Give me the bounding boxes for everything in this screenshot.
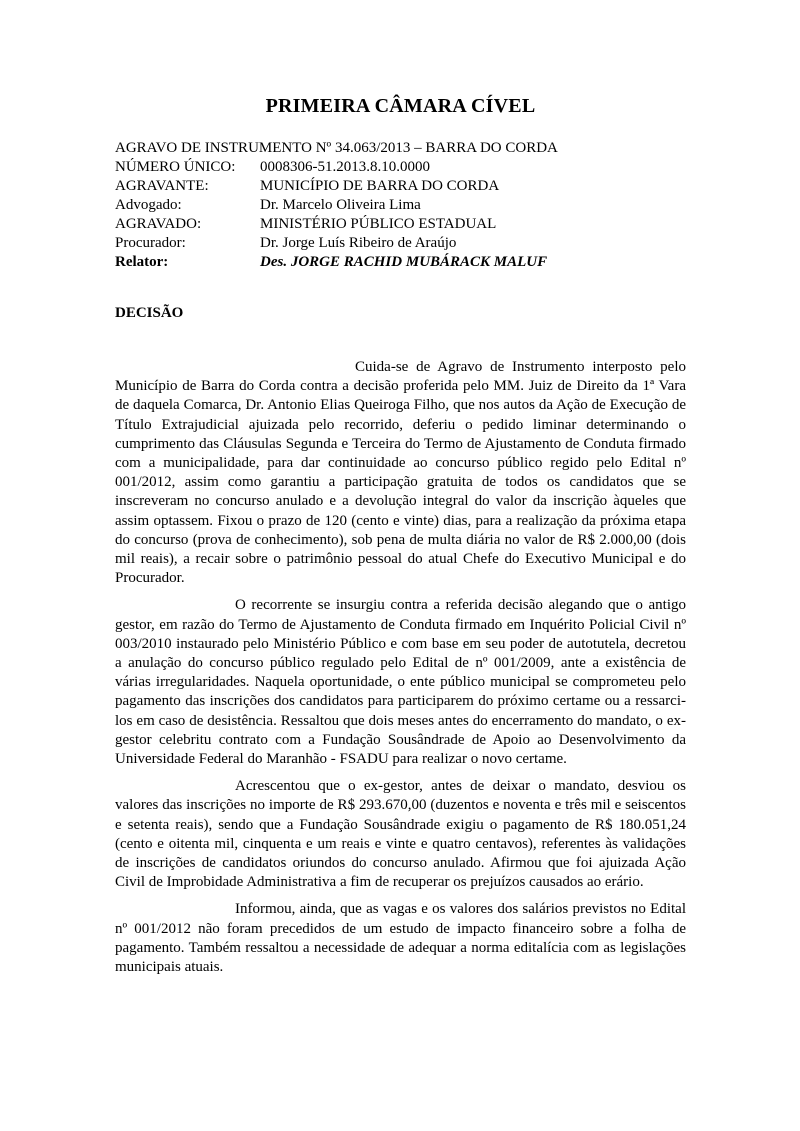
agravante-value: MUNICÍPIO DE BARRA DO CORDA <box>260 178 500 194</box>
numero-unico-value: 0008306-51.2013.8.10.0000 <box>260 159 430 175</box>
procurador-label: Procurador: <box>115 235 186 251</box>
agravado-label: AGRAVADO: <box>115 216 202 232</box>
paragraph: Informou, ainda, que as vagas e os valores dos salários previstos no Edital nº 001/2012 não foram precedidos de um estudo de impacto financeiro sobre a folha de pagamento. Também ressaltou a necessidade de adequar a norma editalícia com as legislações municipais atuais. <box>115 901 686 976</box>
advogado-value: Dr. Marcelo Oliveira Lima <box>260 197 421 213</box>
relator-label: Relator: <box>115 254 169 270</box>
paragraph: Acrescentou que o ex-gestor, antes de deixar o mandato, desviou os valores das inscrições no importe de R$ 293.670,00 (duzentos e noventa e três mil e seiscentos e setenta reais), sendo que a Fundação Sousândrade exigiu o pagamento de R$ 180.051,24 (cento e oitenta mil, cinquenta e um reais e vinte e quatro centavos), referentes às validações de inscrições de candidatos oriundos do concurso anulado. Afirmou que foi ajuizada Ação Civil de Improbidade Administrativa a fim de recuperar os prejuízos causados ao erário. <box>115 778 686 891</box>
decision-text <box>115 358 686 985</box>
procurador-value: Dr. Jorge Luís Ribeiro de Araújo <box>260 235 457 251</box>
case-number: AGRAVO DE INSTRUMENTO Nº 34.063/2013 – BARRA DO CORDA <box>115 140 558 156</box>
case-number-line <box>115 139 686 158</box>
case-header <box>115 139 686 272</box>
numero-unico-row <box>115 158 686 177</box>
relator-value: Des. JORGE RACHID MUBÁRACK MALUF <box>260 254 548 270</box>
paragraph: Cuida-se de Agravo de Instrumento interposto pelo Município de Barra do Corda contra a decisão proferida pelo MM. Juiz de Direito da 1ª Vara de daquela Comarca, Dr. Antonio Elias Queiroga Filho, que nos autos da Ação de Execução de Título Extrajudicial ajuizada pelo recorrido, deferiu o pedido liminar determinando o cumprimento das Cláusulas Segunda e Terceira do Termo de Ajustamento de Conduta firmado com a municipalidade, para dar continuidade ao concurso público regido pelo Edital nº 001/2012, assim como garantiu a participação gratuita de todos os candidatos que se inscreveram no concurso anulado e a devolução integral do valor da inscrição àqueles que assim optassem. Fixou o prazo de 120 (cento e vinte) dias, para a realização da próxima etapa do concurso (prova de conhecimento), sob pena de multa diária no valor de R$ 2.000,00 (dois mil reais), a recair sobre o patrimônio pessoal do atual Chefe do Executivo Municipal e do Procurador. <box>115 359 686 587</box>
advogado-row <box>115 196 686 215</box>
document-title: PRIMEIRA CÂMARA CÍVEL <box>265 95 536 117</box>
numero-unico-label: NÚMERO ÚNICO: <box>115 159 236 175</box>
agravante-label: AGRAVANTE: <box>115 178 209 194</box>
agravado-row <box>115 215 686 234</box>
paragraph: O recorrente se insurgiu contra a referida decisão alegando que o antigo gestor, em razão do Termo de Ajustamento de Conduta firmado em Inquérito Policial Civil nº 003/2010 instaurado pelo Ministério Público e com base em seu poder de autotutela, decretou a anulação do concurso público regulado pelo Edital de nº 001/2009, ante a existência de várias irregularidades. Naquela oportunidade, o ente público municipal se comprometeu pelo pagamento das inscrições dos candidatos para participarem do próximo certame ou a ressarci-los em caso de desistência. Ressaltou que dois meses antes do encerramento do mandato, o ex-gestor celebritu contrato com a Fundação Sousândrade de Apoio ao Desenvolvimento da Universidade Federal do Maranhão - FSADU para realizar o novo certame. <box>115 597 686 768</box>
section-title: DECISÃO <box>115 305 184 321</box>
agravante-row <box>115 177 686 196</box>
procurador-row <box>115 234 686 253</box>
advogado-label: Advogado: <box>115 197 182 213</box>
relator-row <box>115 253 686 272</box>
agravado-value: MINISTÉRIO PÚBLICO ESTADUAL <box>260 216 497 232</box>
